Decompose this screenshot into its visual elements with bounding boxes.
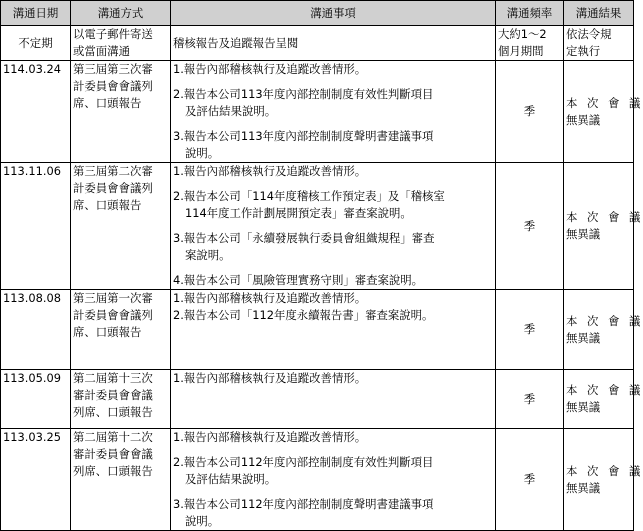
matter-item [173, 290, 493, 307]
item-spacer [173, 446, 493, 454]
general-frequency-line: 大約1～2 [498, 27, 547, 41]
meeting-method-line: 第二屆第十二次 [73, 430, 153, 444]
general-method-line: 或當面溝通 [73, 44, 130, 58]
matter-item-line: 2.報告本公司113年度內部控制制度有效性判斷項目 [173, 87, 434, 101]
meeting-row [1, 370, 634, 429]
matter-item-line: 3.報告本公司112年度內部控制制度聲明書建議事項 [173, 497, 434, 511]
meeting-method-line: 審計委員會會議 [73, 388, 153, 402]
meeting-method-line: 席、口頭報告 [73, 325, 142, 339]
matter-item [173, 61, 493, 78]
item-spacer [173, 78, 493, 86]
meeting-result-line: 無異議 [566, 227, 601, 241]
matter-item [173, 454, 493, 488]
meeting-date: 113.05.09 [1, 370, 71, 429]
matter-item-line: 1.報告內部稽核執行及追蹤改善情形。 [173, 430, 367, 444]
header-row [1, 1, 634, 26]
meeting-frequency: 季 [496, 370, 564, 429]
matter-item-line: 及評估結果說明。 [185, 104, 277, 118]
meeting-matters [171, 429, 496, 531]
matter-item [173, 429, 493, 446]
matter-item-line: 案說明。 [185, 248, 231, 262]
general-result-line: 定執行 [566, 44, 601, 58]
general-matter: 稽核報告及追蹤報告呈閱 [171, 26, 496, 61]
meeting-method [71, 163, 171, 290]
general-result-line: 依法令規 [566, 27, 612, 41]
general-method-line: 以電子郵件寄送 [73, 27, 153, 41]
matter-item [173, 86, 493, 120]
header-method: 溝通方式 [71, 1, 171, 26]
general-method [71, 26, 171, 61]
meeting-matters [171, 290, 496, 370]
meeting-date: 114.03.24 [1, 61, 71, 163]
item-spacer [173, 120, 493, 128]
meeting-result-line: 無異議 [566, 112, 601, 127]
meeting-result-line: 本 次 會 議 [566, 210, 643, 224]
meeting-method-line: 第三屆第一次審 [73, 291, 153, 305]
matter-item [173, 230, 493, 264]
meeting-frequency: 季 [496, 290, 564, 370]
meeting-result [564, 429, 643, 531]
matter-item-line: 2.報告本公司112年度內部控制制度有效性判斷項目 [173, 455, 434, 469]
meeting-method-line: 第三屆第二次審 [73, 164, 153, 178]
meeting-method [71, 61, 171, 163]
meeting-result-line: 無異議 [566, 400, 601, 414]
meeting-result-line: 本 次 會 議 [566, 95, 643, 110]
meeting-method [71, 370, 171, 429]
meeting-result-line: 無異議 [566, 480, 601, 495]
general-row [1, 26, 634, 61]
meeting-method-line: 計委員會會議列 [73, 308, 153, 322]
meeting-frequency: 季 [496, 163, 564, 290]
matter-item-line: 1.報告內部稽核執行及追蹤改善情形。 [173, 62, 367, 76]
meeting-method-line: 計委員會會議列 [73, 79, 153, 93]
meeting-method-line: 席、口頭報告 [73, 198, 142, 212]
meeting-method-line: 第二屆第十三次 [73, 371, 153, 385]
meeting-method-line: 列席、口頭報告 [73, 464, 153, 478]
matter-item-line: 及評估結果說明。 [185, 472, 277, 486]
matter-item-line: 說明。 [185, 514, 220, 528]
matter-item-line: 1.報告內部稽核執行及追蹤改善情形。 [173, 164, 367, 178]
meeting-matters [171, 163, 496, 290]
meeting-row [1, 429, 634, 531]
meeting-frequency: 季 [496, 61, 564, 163]
item-spacer [173, 488, 493, 496]
matter-item [173, 163, 493, 180]
meeting-row [1, 61, 634, 163]
header-date: 溝通日期 [1, 1, 71, 26]
meeting-date: 113.03.25 [1, 429, 71, 531]
matter-item-line: 1.報告內部稽核執行及追蹤改善情形。 [173, 371, 367, 385]
meeting-method [71, 429, 171, 531]
meeting-matters [171, 61, 496, 163]
matter-item-line: 4.報告本公司「風險管理實務守則」審查案說明。 [173, 273, 424, 287]
item-spacer [173, 180, 493, 188]
meeting-row [1, 290, 634, 370]
matter-item-line: 3.報告本公司113年度內部控制制度聲明書建議事項 [173, 129, 434, 143]
meeting-result-line: 本 次 會 議 [566, 463, 643, 478]
meeting-result-line: 本 次 會 議 [566, 313, 643, 328]
header-result: 溝通結果 [564, 1, 634, 26]
general-frequency [496, 26, 564, 61]
meeting-method [71, 290, 171, 370]
matter-item [173, 272, 493, 289]
matter-item [173, 188, 493, 222]
meeting-method-line: 計委員會會議列 [73, 181, 153, 195]
meeting-result-line: 無異議 [566, 330, 601, 345]
general-frequency-line: 個月期間 [498, 44, 544, 58]
meeting-method-line: 列席、口頭報告 [73, 405, 153, 419]
meeting-date: 113.08.08 [1, 290, 71, 370]
item-spacer [173, 222, 493, 230]
meeting-method-line: 席、口頭報告 [73, 96, 142, 110]
matter-item-line: 2.報告本公司「114年度稽核工作預定表」及「稽核室 [173, 189, 445, 203]
matter-item-line: 2.報告本公司「112年度永續報告書」審查案說明。 [173, 308, 434, 322]
meeting-method-line: 審計委員會會議 [73, 447, 153, 461]
matter-item-line: 114年度工作計劃展開預定表」審查案說明。 [185, 206, 412, 220]
header-frequency: 溝通頻率 [496, 1, 564, 26]
meeting-result [564, 370, 643, 429]
matter-item-line: 1.報告內部稽核執行及追蹤改善情形。 [173, 291, 367, 305]
matter-item [173, 496, 493, 530]
meeting-method-line: 第三屆第三次審 [73, 62, 153, 76]
meeting-result-line: 本 次 會 議 [566, 383, 643, 397]
meeting-result [564, 163, 643, 290]
matter-item [173, 370, 493, 387]
meeting-row [1, 163, 634, 290]
matter-item-line: 3.報告本公司「永續發展執行委員會組織規程」審查 [173, 231, 435, 245]
header-matter: 溝通事項 [171, 1, 496, 26]
meeting-result [564, 290, 643, 370]
meeting-date: 113.11.06 [1, 163, 71, 290]
matter-item [173, 307, 493, 324]
meeting-matters [171, 370, 496, 429]
general-date: 不定期 [1, 26, 71, 61]
item-spacer [173, 264, 493, 272]
matter-item-line: 說明。 [185, 146, 220, 160]
meeting-frequency: 季 [496, 429, 564, 531]
meeting-result [564, 61, 643, 163]
matter-item [173, 128, 493, 162]
general-result [564, 26, 634, 61]
